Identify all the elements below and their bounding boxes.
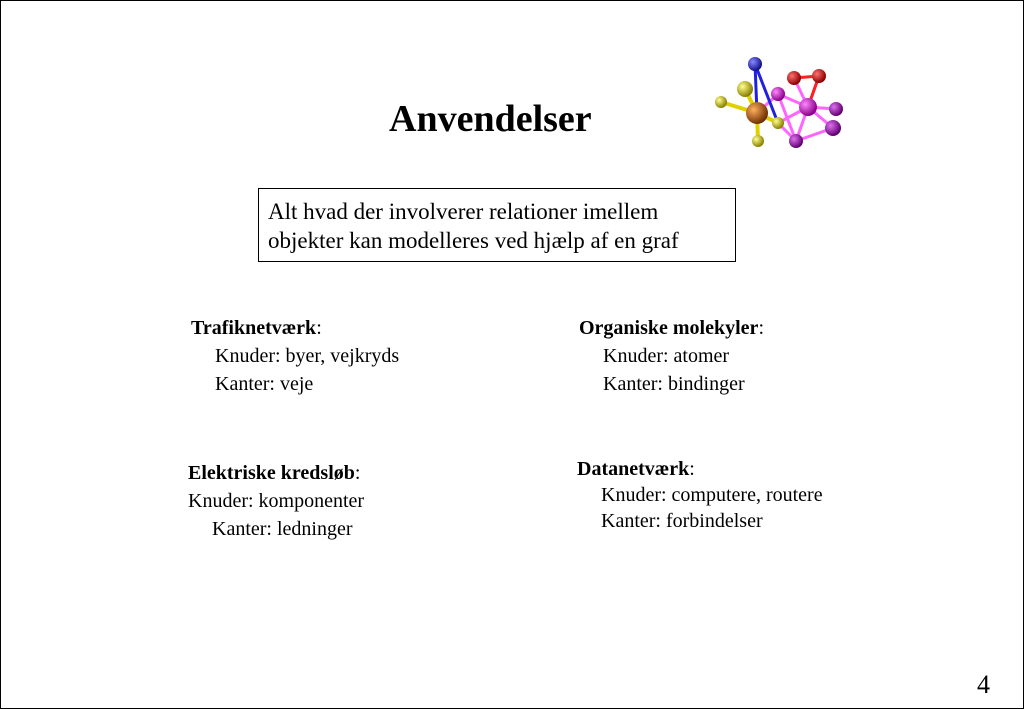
example-circuits (188, 459, 364, 543)
page-number: 4 (977, 670, 990, 699)
network-nodes: Knuder: computere, routere (601, 484, 823, 506)
molecules-heading: Organiske molekyler (579, 317, 759, 339)
molecule-illustration (707, 53, 857, 157)
molecules-nodes: Knuder: atomer (603, 345, 730, 367)
definition-line-2: objekter kan modelleres ved hjælp af en graf (268, 228, 679, 253)
network-heading: Datanetværk (577, 458, 690, 480)
traffic-heading: Trafiknetværk (191, 317, 317, 339)
circuits-colon: : (354, 462, 361, 484)
definition-line-1: Alt hvad der involverer relationer imellem (268, 199, 659, 224)
network-colon: : (689, 458, 695, 480)
circuits-heading: Elektriske kredsløb (188, 462, 355, 484)
example-traffic (191, 314, 399, 398)
slide-title: Anvendelser (389, 98, 592, 140)
definition-box (258, 188, 736, 262)
circuits-edges: Kanter: ledninger (212, 518, 353, 540)
traffic-edges: Kanter: veje (215, 373, 314, 395)
molecules-colon: : (758, 317, 764, 339)
traffic-nodes: Knuder: byer, vejkryds (215, 345, 400, 367)
circuits-nodes: Knuder: komponenter (188, 490, 365, 512)
traffic-colon: : (316, 317, 322, 339)
example-network (577, 456, 823, 534)
example-molecules (579, 314, 764, 398)
molecules-edges: Kanter: bindinger (603, 373, 745, 395)
network-edges: Kanter: forbindelser (601, 510, 763, 532)
